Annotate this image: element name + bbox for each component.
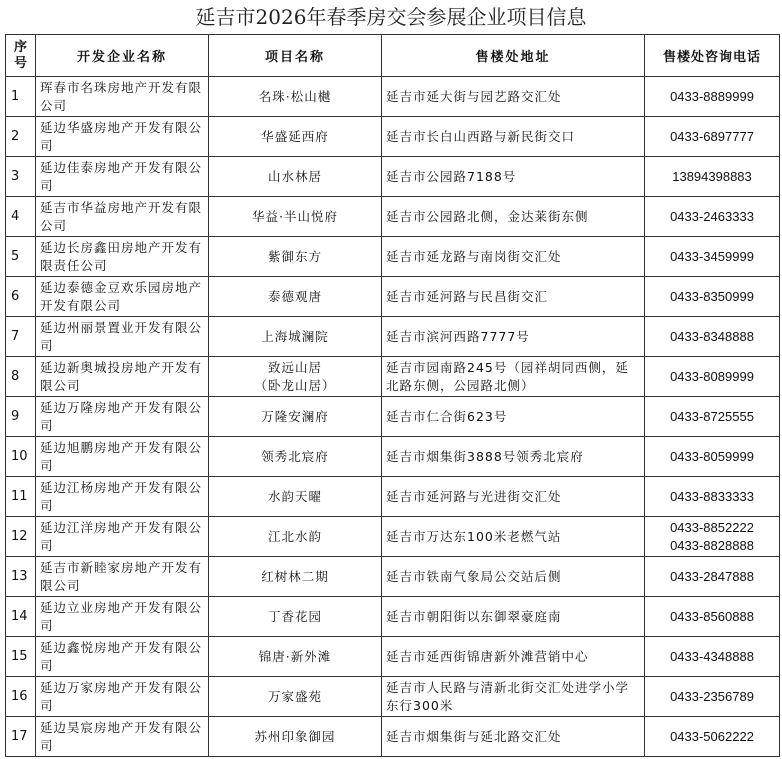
row-project: 上海城澜院 [209,317,382,357]
row-project: 江北水韵 [209,517,382,557]
table-row [6,637,780,677]
header-seq [6,35,36,77]
table-row [6,317,780,357]
row-company: 延吉市华益房地产开发有限公司 [36,197,209,237]
row-seq: 8 [6,357,36,397]
row-phone [645,157,780,197]
row-company: 延边万隆房地产开发有限公司 [36,397,209,437]
row-project: 名珠·松山樾 [209,77,382,117]
header-phone: 售楼处咨询电话 [645,35,780,77]
table-row [6,597,780,637]
row-company: 延边江洋房地产开发有限公司 [36,517,209,557]
table-row [6,557,780,597]
header-project: 项目名称 [209,35,382,77]
page-title: 延吉市2026年春季房交会参展企业项目信息 [195,5,587,29]
row-phone-number: 0433-2847888 [670,568,754,584]
row-company: 延吉市新睦家房地产开发有限公司 [36,557,209,597]
table-header-row [6,35,780,77]
row-seq: 7 [6,317,36,357]
row-seq: 15 [6,637,36,677]
row-address: 延吉市延河路与民昌街交汇 [382,277,645,317]
header-seq-label: 序号 [13,39,27,71]
row-seq: 2 [6,117,36,157]
row-phone-number: 0433-8833333 [670,488,754,504]
row-phone-number: 0433-3459999 [670,248,754,264]
table-row [6,157,780,197]
row-project: 万家盛苑 [209,677,382,717]
row-address: 延吉市公园路7188号 [382,157,645,197]
table-row [6,77,780,117]
table-row [6,357,780,397]
header-company: 开发企业名称 [36,35,209,77]
row-project: 华盛延西府 [209,117,382,157]
row-address: 延吉市人民路与清新北街交汇处进学小学东行300米 [382,677,645,717]
row-seq: 5 [6,237,36,277]
row-address: 延吉市烟集街与延北路交汇处 [382,717,645,757]
header-address: 售楼处地址 [382,35,645,77]
row-project: 紫御东方 [209,237,382,277]
row-phone-number: 13894398883 [672,168,752,184]
row-address: 延吉市烟集街3888号领秀北宸府 [382,437,645,477]
row-company: 延边华盛房地产开发有限公司 [36,117,209,157]
row-address: 延吉市延西街锦唐新外滩营销中心 [382,637,645,677]
row-phone [645,397,780,437]
exhibitor-table [5,34,780,757]
row-project: 水韵天曜 [209,477,382,517]
row-seq: 9 [6,397,36,437]
row-seq: 10 [6,437,36,477]
row-project: 万隆安澜府 [209,397,382,437]
row-project: 山水林居 [209,157,382,197]
row-company: 延边鑫悦房地产开发有限公司 [36,637,209,677]
row-phone [645,517,780,557]
row-company: 珲春市名珠房地产开发有限公司 [36,77,209,117]
row-address: 延吉市延龙路与南岗街交汇处 [382,237,645,277]
row-project: 苏州印象御园 [209,717,382,757]
row-phone [645,637,780,677]
row-phone [645,277,780,317]
row-phone-number: 0433-8852222 [670,519,754,535]
row-phone-number: 0433-2356789 [670,688,754,704]
row-phone [645,557,780,597]
row-phone [645,437,780,477]
row-phone-number: 0433-8059999 [670,448,754,464]
row-project: 丁香花园 [209,597,382,637]
row-address: 延吉市滨河西路7777号 [382,317,645,357]
row-phone-number: 0433-8889999 [670,88,754,104]
row-address: 延吉市公园路北侧，金达莱街东侧 [382,197,645,237]
row-address: 延吉市园南路245号（园祥胡同西侧，延北路东侧，公园路北侧） [382,357,645,397]
row-phone-number: 0433-8725555 [670,408,754,424]
row-project [209,357,382,397]
row-phone [645,677,780,717]
row-company: 延边新奥城投房地产开发有限公司 [36,357,209,397]
table-row [6,117,780,157]
row-company: 延边州丽景置业开发有限公司 [36,317,209,357]
row-company: 延边旭鹏房地产开发有限公司 [36,437,209,477]
table-row [6,517,780,557]
row-project: 华益·半山悦府 [209,197,382,237]
row-company: 延边江杨房地产开发有限公司 [36,477,209,517]
row-address: 延吉市长白山西路与新民街交口 [382,117,645,157]
row-phone [645,717,780,757]
row-phone [645,77,780,117]
row-company: 延边佳泰房地产开发有限公司 [36,157,209,197]
row-company: 延边泰德金豆欢乐园房地产开发有限公司 [36,277,209,317]
row-project: 领秀北宸府 [209,437,382,477]
row-phone [645,117,780,157]
row-address: 延吉市仁合街623号 [382,397,645,437]
row-address: 延吉市延大街与园艺路交汇处 [382,77,645,117]
table-row [6,717,780,757]
table-row [6,397,780,437]
row-phone-number: 0433-5062222 [670,728,754,744]
row-phone [645,197,780,237]
table-row [6,677,780,717]
row-phone-number: 0433-8828888 [670,537,754,553]
row-seq: 12 [6,517,36,557]
row-seq: 14 [6,597,36,637]
row-project-line: 致远山居 [267,359,322,375]
row-company: 延边立业房地产开发有限公司 [36,597,209,637]
row-company: 延边万家房地产开发有限公司 [36,677,209,717]
row-project-line: （卧龙山居） [254,377,336,393]
row-seq: 11 [6,477,36,517]
row-project: 红树林二期 [209,557,382,597]
row-phone-number: 0433-4348888 [670,648,754,664]
row-phone-number: 0433-8089999 [670,368,754,384]
row-phone [645,317,780,357]
row-seq: 4 [6,197,36,237]
row-project: 锦唐·新外滩 [209,637,382,677]
row-project: 泰德观唐 [209,277,382,317]
row-address: 延吉市朝阳街以东御翠豪庭南 [382,597,645,637]
row-seq: 3 [6,157,36,197]
table-row [6,477,780,517]
row-address: 延吉市万达东100米老燃气站 [382,517,645,557]
row-phone-number: 0433-6897777 [670,128,754,144]
row-company: 延边昊宸房地产开发有限公司 [36,717,209,757]
row-phone-number: 0433-2463333 [670,208,754,224]
row-phone-number: 0433-8560888 [670,608,754,624]
row-seq: 17 [6,717,36,757]
row-phone [645,237,780,277]
row-address: 延吉市铁南气象局公交站后侧 [382,557,645,597]
table-row [6,237,780,277]
row-seq: 1 [6,77,36,117]
row-phone-number: 0433-8350999 [670,288,754,304]
table-row [6,197,780,237]
row-seq: 13 [6,557,36,597]
table-row [6,437,780,477]
row-seq: 16 [6,677,36,717]
row-phone-number: 0433-8348888 [670,328,754,344]
row-company: 延边长房鑫田房地产开发有限责任公司 [36,237,209,277]
table-body [6,77,780,757]
row-phone [645,357,780,397]
row-phone [645,477,780,517]
row-phone [645,597,780,637]
table-row [6,277,780,317]
row-seq: 6 [6,277,36,317]
row-address: 延吉市延河路与光进街交汇处 [382,477,645,517]
